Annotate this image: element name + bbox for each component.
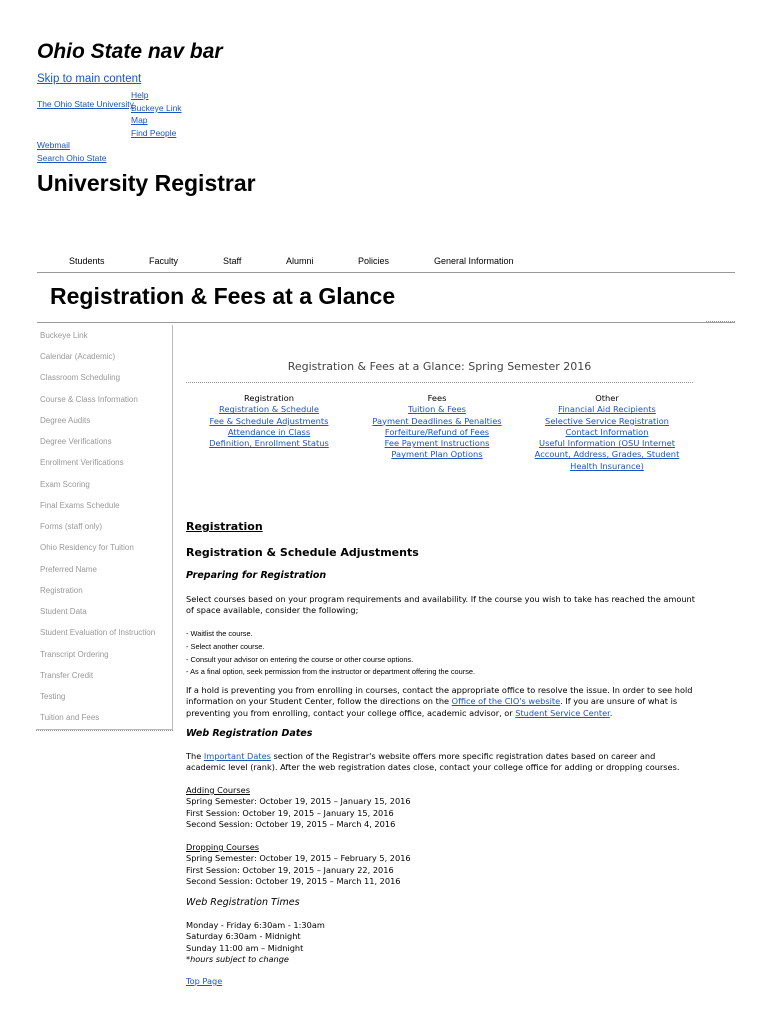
sidebar-item-preferred-name[interactable]: Preferred Name (40, 565, 97, 574)
date-line: Spring Semester: October 19, 2015 – February 5, 2016 (186, 853, 411, 864)
sidebar-bottom-divider (36, 730, 173, 731)
sidebar-item-degree-audits[interactable]: Degree Audits (40, 416, 91, 425)
web-text: The (186, 751, 204, 761)
schedule-adjustments-heading: Registration & Schedule Adjustments (186, 546, 419, 559)
glance-title: Registration & Fees at a Glance: Spring Semester 2016 (287, 360, 592, 373)
title-divider (37, 322, 735, 323)
glance-column-heading: Other (595, 393, 619, 403)
glance-link[interactable]: Selective Service Registration (545, 415, 669, 426)
glance-column-heading: Registration (243, 393, 295, 403)
glance-link[interactable]: Forfeiture/Refund of Fees (384, 426, 490, 437)
date-line: Spring Semester: October 19, 2015 – January 15, 2016 (186, 796, 411, 807)
date-line: First Session: October 19, 2015 – January 15, 2016 (186, 807, 394, 818)
hold-paragraph (186, 685, 696, 719)
menu-item-alumni[interactable]: Alumni (286, 256, 314, 266)
glance-link[interactable]: Fee & Schedule Adjustments (209, 415, 329, 426)
skip-to-content-link[interactable]: Skip to main content (37, 73, 142, 85)
web-text: section of the Registrar's website offers more specific registration dates based on career and academic level (rank). After the web registration dates close, contact your college office for adding or dropping courses. (186, 751, 680, 773)
glance-link[interactable]: Tuition & Fees (408, 404, 466, 415)
student-service-center-link[interactable]: Student Service Center (515, 707, 610, 718)
sidebar-item-student-evaluation[interactable]: Student Evaluation of Instruction (40, 628, 156, 637)
sidebar-item-classroom-scheduling[interactable]: Classroom Scheduling (40, 373, 121, 382)
options-list (186, 628, 475, 679)
main-menu (0, 256, 770, 270)
glance-link[interactable]: Registration & Schedule (219, 404, 319, 415)
hold-text: . If you are unsure of what is preventing you from enrolling, contact your college office, academic advisor, or (186, 696, 678, 718)
glance-link[interactable]: Useful Information (OSU Internet (539, 438, 675, 449)
adding-courses-heading: Adding Courses (186, 785, 250, 795)
page-title: Registration & Fees at a Glance (50, 283, 396, 309)
glance-link[interactable]: Health Insurance) (570, 460, 644, 471)
sidebar-item-degree-verifications[interactable]: Degree Verifications (40, 437, 112, 446)
web-registration-times-heading: Web Registration Times (186, 897, 300, 908)
times-note: *hours subject to change (186, 954, 289, 965)
webmail-link[interactable]: Webmail (37, 140, 70, 150)
dropping-courses-heading: Dropping Courses (186, 842, 260, 852)
glance-link[interactable]: Payment Plan Options (391, 449, 483, 460)
nav-link-help[interactable]: Help (131, 90, 149, 100)
list-item: - Waitlist the course. (186, 629, 253, 638)
list-item: - Consult your advisor on entering the course or other course options. (186, 654, 414, 664)
nav-link-find-people[interactable]: Find People (131, 128, 177, 139)
sidebar-item-enrollment-verifications[interactable]: Enrollment Verifications (40, 458, 124, 467)
preparing-paragraph: Select courses based on your program requirements and availability. If the course you wish to take has reached the amount of space available, consider the following; (186, 594, 695, 616)
sidebar-item-course-class-information[interactable]: Course & Class Information (40, 395, 138, 404)
sidebar-item-testing[interactable]: Testing (40, 692, 66, 701)
date-line: Second Session: October 19, 2015 – March 11, 2016 (186, 876, 401, 887)
glance-column-registration (200, 393, 338, 449)
menu-item-policies[interactable]: Policies (358, 256, 390, 266)
menu-divider (37, 272, 735, 273)
sidebar-item-ohio-residency[interactable]: Ohio Residency for Tuition (40, 543, 134, 552)
sidebar-item-student-data[interactable]: Student Data (40, 607, 87, 616)
title-divider-dots (706, 321, 735, 322)
glance-column-other (528, 393, 686, 472)
hold-text: If a hold is preventing you from enrolling in courses, contact the appropriate office to resolve the issue. In order to see hold information on your Student Center, follow the directions on the (186, 685, 693, 707)
list-item: - Select another course. (186, 641, 265, 651)
menu-item-faculty[interactable]: Faculty (149, 256, 179, 266)
osu-home-link[interactable]: The Ohio State University (37, 99, 134, 109)
site-title: University Registrar (37, 170, 256, 196)
sidebar-item-calendar[interactable]: Calendar (Academic) (40, 352, 116, 361)
important-dates-link[interactable]: Important Dates (203, 751, 271, 761)
sidebar-item-tuition-and-fees[interactable]: Tuition and Fees (40, 713, 100, 722)
glance-link[interactable]: Attendance in Class (227, 426, 311, 437)
search-ohio-state-link[interactable]: Search Ohio State (37, 153, 107, 163)
time-line: Monday - Friday 6:30am - 1:30am (186, 920, 325, 930)
sidebar-item-forms[interactable]: Forms (staff only) (40, 522, 103, 531)
time-line: Saturday 6:30am - Midnight (186, 931, 301, 942)
glance-link[interactable]: Payment Deadlines & Penalties (372, 415, 502, 426)
hold-text: . (609, 707, 613, 718)
glance-link[interactable]: Account, Address, Grades, Student (534, 449, 680, 460)
menu-item-staff[interactable]: Staff (223, 256, 242, 266)
glance-link[interactable]: Definition, Enrollment Status (209, 438, 329, 449)
glance-link[interactable]: Contact Information (565, 426, 649, 437)
cio-website-link[interactable]: Office of the CIO's website (451, 696, 561, 707)
sidebar-item-registration[interactable]: Registration (40, 586, 83, 595)
sidebar-item-final-exams-schedule[interactable]: Final Exams Schedule (40, 501, 120, 510)
menu-item-students[interactable]: Students (69, 256, 105, 266)
web-dates-paragraph (186, 751, 696, 774)
nav-bar-title: Ohio State nav bar (37, 40, 223, 63)
dropping-courses-block (186, 842, 411, 888)
web-registration-dates-heading: Web Registration Dates (186, 728, 313, 739)
menu-item-general-information[interactable]: General Information (434, 256, 514, 266)
sidebar-item-transcript-ordering[interactable]: Transcript Ordering (40, 650, 109, 659)
adding-courses-block (186, 785, 411, 831)
sidebar-item-exam-scoring[interactable]: Exam Scoring (40, 480, 90, 489)
glance-column-heading: Fees (427, 393, 447, 403)
sidebar-item-transfer-credit[interactable]: Transfer Credit (40, 671, 94, 680)
nav-link-map[interactable]: Map (131, 115, 148, 126)
list-item: - As a final option, seek permission from the instructor or department offering the course. (186, 667, 476, 677)
date-line: Second Session: October 19, 2015 – March 4, 2016 (186, 819, 396, 830)
top-page-link[interactable]: Top Page (186, 976, 223, 986)
registration-heading: Registration (186, 520, 263, 533)
nav-link-buckeye-link[interactable]: Buckeye Link (131, 102, 182, 113)
time-line: Sunday 11:00 am – Midnight (186, 942, 304, 953)
glance-column-fees (364, 393, 510, 461)
preparing-heading: Preparing for Registration (186, 570, 327, 581)
registration-times-block (186, 920, 325, 966)
date-line: First Session: October 19, 2015 – January 22, 2016 (186, 864, 394, 875)
sidebar (36, 325, 173, 730)
nav-links (131, 89, 182, 140)
sidebar-item-buckeye-link[interactable]: Buckeye Link (40, 331, 88, 340)
glance-link[interactable]: Fee Payment Instructions (384, 438, 490, 449)
glance-divider (186, 382, 693, 383)
glance-link[interactable]: Financial Aid Recipients (558, 404, 656, 415)
